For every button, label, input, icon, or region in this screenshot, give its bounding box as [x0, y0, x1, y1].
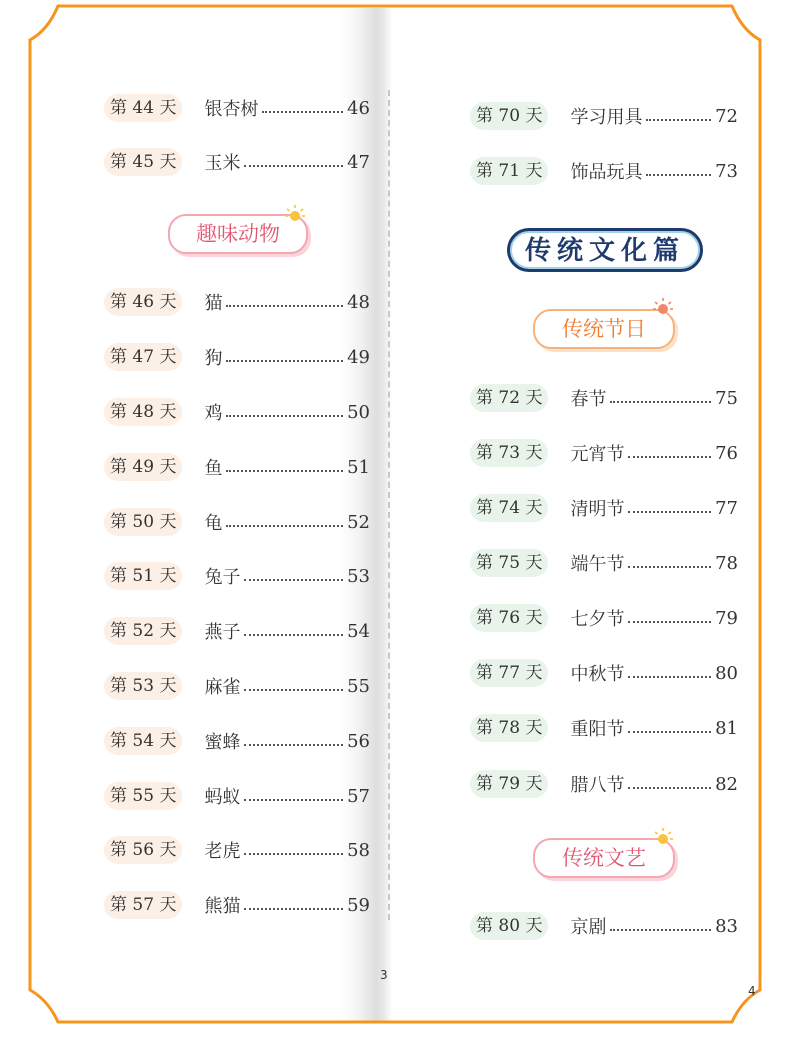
toc-entry[interactable] — [470, 101, 738, 131]
leader-dots — [262, 97, 343, 113]
entry-title: 兔子 — [204, 567, 241, 588]
day-label: 第 75 天 — [470, 549, 548, 577]
entry-page-number: 83 — [715, 915, 738, 937]
entry-title: 鸡 — [204, 403, 223, 424]
toc-entry[interactable] — [104, 561, 370, 591]
section-title-traditional-culture — [505, 226, 705, 274]
day-label: 第 74 天 — [470, 494, 548, 522]
entry-title: 狗 — [204, 348, 223, 369]
leader-dots — [244, 620, 343, 636]
entry-page-number: 73 — [715, 160, 738, 182]
entry-page-number: 47 — [347, 151, 370, 173]
leader-dots — [628, 552, 711, 568]
entry-page-number: 53 — [347, 565, 370, 587]
entry-title: 七夕节 — [570, 609, 625, 630]
toc-entry[interactable] — [104, 397, 370, 427]
leader-dots — [226, 346, 343, 362]
day-label: 第 80 天 — [470, 912, 548, 940]
toc-entry[interactable] — [104, 452, 370, 482]
toc-entry[interactable] — [470, 493, 738, 523]
leader-dots — [610, 915, 711, 931]
entry-title: 猫 — [204, 293, 223, 314]
entry-page-number: 72 — [715, 105, 738, 127]
toc-entry[interactable] — [470, 769, 738, 799]
toc-entry[interactable] — [470, 658, 738, 688]
entry-page-number: 78 — [715, 552, 738, 574]
leader-dots — [628, 717, 711, 733]
sun-icon — [652, 826, 674, 848]
entry-page-number: 52 — [347, 511, 370, 533]
day-label: 第 49 天 — [104, 453, 182, 481]
leader-dots — [628, 773, 711, 789]
entry-title: 春节 — [570, 389, 607, 410]
toc-entry[interactable] — [104, 287, 370, 317]
day-label: 第 57 天 — [104, 891, 182, 919]
entry-title: 玉米 — [204, 153, 241, 174]
leader-dots — [226, 456, 343, 472]
day-label: 第 48 天 — [104, 398, 182, 426]
category-badge-traditional-festivals: 传统节日 — [533, 309, 675, 349]
entry-page-number: 58 — [347, 839, 370, 861]
toc-entry[interactable] — [470, 911, 738, 941]
day-label: 第 71 天 — [470, 157, 548, 185]
toc-entry[interactable] — [104, 835, 370, 865]
day-label: 第 47 天 — [104, 343, 182, 371]
day-label: 第 55 天 — [104, 782, 182, 810]
entry-title: 燕子 — [204, 622, 241, 643]
leader-dots — [244, 675, 343, 691]
toc-entry[interactable] — [104, 616, 370, 646]
sun-icon — [284, 203, 306, 225]
leader-dots — [244, 151, 343, 167]
leader-dots — [226, 511, 343, 527]
day-label: 第 56 天 — [104, 836, 182, 864]
entry-title: 熊猫 — [204, 896, 241, 917]
toc-entry[interactable] — [104, 342, 370, 372]
toc-entry[interactable] — [104, 726, 370, 756]
day-label: 第 44 天 — [104, 94, 182, 122]
entry-page-number: 56 — [347, 730, 370, 752]
leader-dots — [628, 662, 711, 678]
page-number-right: 4 — [748, 984, 756, 998]
leader-dots — [244, 785, 343, 801]
leader-dots — [628, 442, 711, 458]
leader-dots — [244, 894, 343, 910]
day-label: 第 50 天 — [104, 508, 182, 536]
entry-page-number: 55 — [347, 675, 370, 697]
toc-entry[interactable] — [470, 156, 738, 186]
entry-page-number: 82 — [715, 773, 738, 795]
toc-entry[interactable] — [104, 93, 370, 123]
leader-dots — [226, 291, 343, 307]
entry-page-number: 59 — [347, 894, 370, 916]
entry-page-number: 51 — [347, 456, 370, 478]
entry-page-number: 54 — [347, 620, 370, 642]
entry-page-number: 48 — [347, 291, 370, 313]
leader-dots — [244, 565, 343, 581]
entry-title: 学习用具 — [570, 107, 643, 128]
entry-page-number: 49 — [347, 346, 370, 368]
leader-dots — [646, 160, 711, 176]
leader-dots — [646, 105, 711, 121]
leader-dots — [628, 607, 711, 623]
entry-title: 腊八节 — [570, 775, 625, 796]
leader-dots — [226, 401, 343, 417]
day-label: 第 73 天 — [470, 439, 548, 467]
entry-title: 饰品玩具 — [570, 162, 643, 183]
entry-page-number: 80 — [715, 662, 738, 684]
sun-icon — [652, 296, 674, 318]
day-label: 第 72 天 — [470, 384, 548, 412]
entry-title: 蜜蜂 — [204, 732, 241, 753]
leader-dots — [244, 839, 343, 855]
day-label: 第 52 天 — [104, 617, 182, 645]
entry-page-number: 81 — [715, 717, 738, 739]
entry-title: 老虎 — [204, 841, 241, 862]
day-label: 第 54 天 — [104, 727, 182, 755]
entry-title: 清明节 — [570, 499, 625, 520]
entry-title: 银杏树 — [204, 99, 259, 120]
day-label: 第 76 天 — [470, 604, 548, 632]
page-number-left: 3 — [380, 968, 388, 982]
toc-entry[interactable] — [104, 781, 370, 811]
toc-entry[interactable] — [470, 438, 738, 468]
section-title-text: 传统文化篇 — [524, 236, 686, 266]
day-label: 第 45 天 — [104, 148, 182, 176]
day-label: 第 79 天 — [470, 770, 548, 798]
entry-page-number: 46 — [347, 97, 370, 119]
entry-page-number: 79 — [715, 607, 738, 629]
entry-title: 鱼 — [204, 458, 223, 479]
entry-title: 京剧 — [570, 917, 607, 938]
toc-entry[interactable] — [104, 671, 370, 701]
entry-title: 蚂蚁 — [204, 787, 241, 808]
entry-page-number: 77 — [715, 497, 738, 519]
entry-page-number: 76 — [715, 442, 738, 464]
toc-entry[interactable] — [470, 603, 738, 633]
category-badge-traditional-arts: 传统文艺 — [533, 838, 675, 878]
entry-title: 麻雀 — [204, 677, 241, 698]
leader-dots — [610, 387, 711, 403]
category-badge-fun-animals: 趣味动物 — [168, 214, 308, 254]
toc-entry[interactable] — [470, 548, 738, 578]
toc-entry[interactable] — [470, 713, 738, 743]
toc-entry[interactable] — [470, 383, 738, 413]
toc-entry[interactable] — [104, 890, 370, 920]
day-label: 第 70 天 — [470, 102, 548, 130]
leader-dots — [628, 497, 711, 513]
entry-page-number: 57 — [347, 785, 370, 807]
day-label: 第 78 天 — [470, 714, 548, 742]
entry-page-number: 75 — [715, 387, 738, 409]
leader-dots — [244, 730, 343, 746]
entry-title: 元宵节 — [570, 444, 625, 465]
day-label: 第 51 天 — [104, 562, 182, 590]
day-label: 第 77 天 — [470, 659, 548, 687]
entry-title: 端午节 — [570, 554, 625, 575]
entry-title: 龟 — [204, 513, 223, 534]
entry-title: 重阳节 — [570, 719, 625, 740]
day-label: 第 53 天 — [104, 672, 182, 700]
toc-entry[interactable] — [104, 147, 370, 177]
entry-title: 中秋节 — [570, 664, 625, 685]
entry-page-number: 50 — [347, 401, 370, 423]
day-label: 第 46 天 — [104, 288, 182, 316]
toc-entry[interactable] — [104, 507, 370, 537]
